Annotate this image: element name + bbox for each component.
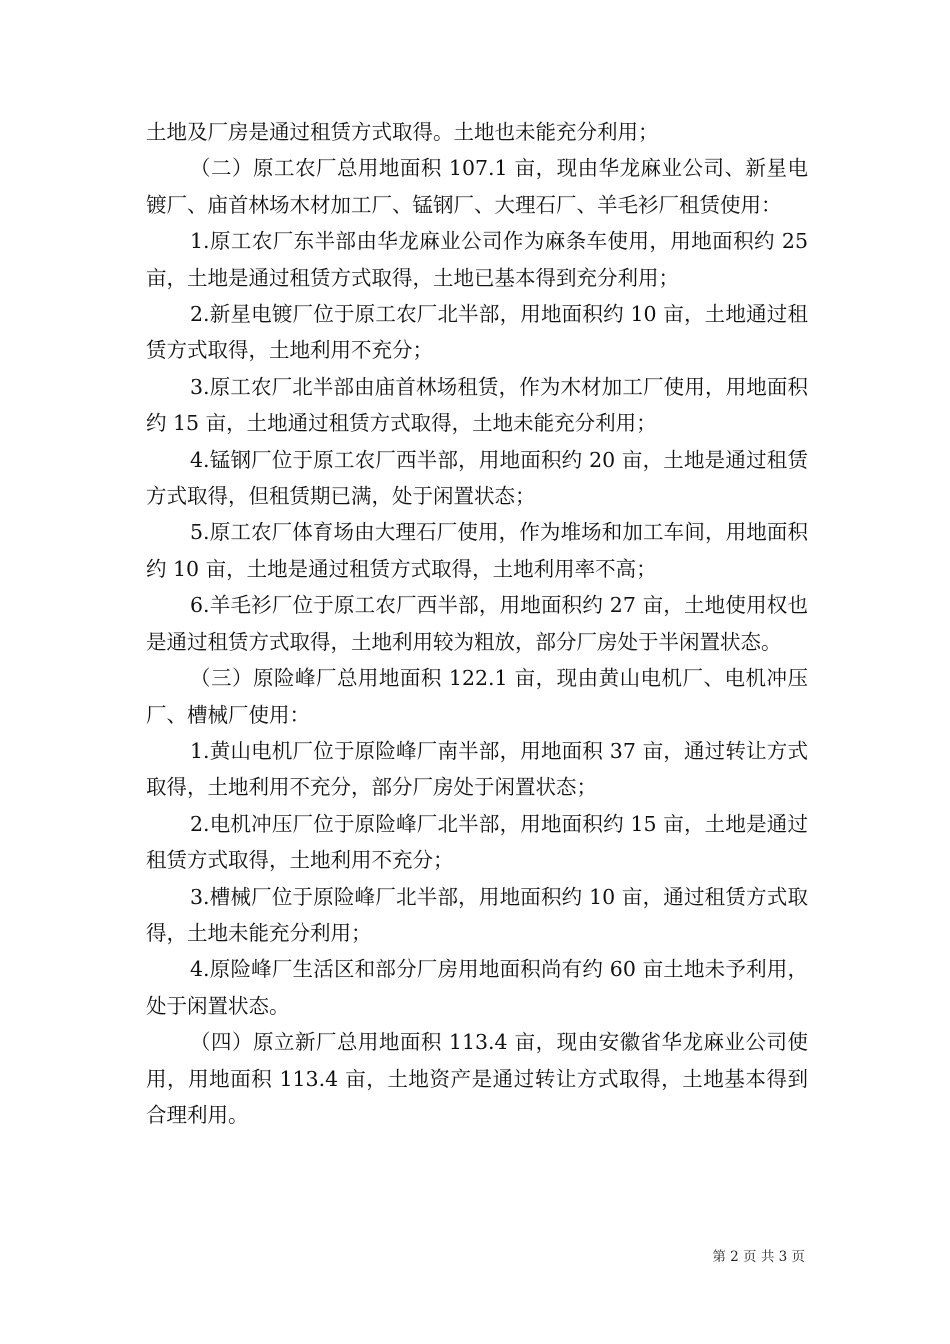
paragraph: 3.原工农厂北半部由庙首林场租赁，作为木材加工厂使用，用地面积约 15 亩，土地通过租赁方式取得，土地未能充分利用； bbox=[146, 374, 808, 436]
paragraph: 1.黄山电机厂位于原险峰厂南半部，用地面积 37 亩，通过转让方式取得，土地利用不充分，部分厂房处于闲置状态； bbox=[146, 738, 808, 800]
paragraph: 3.槽械厂位于原险峰厂北半部，用地面积约 10 亩，通过租赁方式取得，土地未能充分利用； bbox=[146, 884, 808, 945]
paragraph: 5.原工农厂体育场由大理石厂使用，作为堆场和加工车间，用地面积约 10 亩，土地是通过租赁方式取得，土地利用率不高； bbox=[146, 520, 808, 581]
paragraph: 2.电机冲压厂位于原险峰厂北半部，用地面积约 15 亩，土地是通过租赁方式取得，土地利用不充分； bbox=[146, 811, 808, 873]
page-number-footer: 第 2 页 共 3 页 bbox=[712, 1249, 805, 1265]
paragraph: （三）原险峰厂总用地面积 122.1 亩，现由黄山电机厂、电机冲压厂、槽械厂使用： bbox=[146, 666, 808, 727]
paragraph: 4.原险峰厂生活区和部分厂房用地面积尚有约 60 亩土地未予利用，处于闲置状态。 bbox=[146, 957, 808, 1018]
paragraph: （二）原工农厂总用地面积 107.1 亩，现由华龙麻业公司、新星电镀厂、庙首林场木材加工厂、锰钢厂、大理石厂、羊毛衫厂租赁使用： bbox=[146, 156, 808, 217]
document-body bbox=[146, 114, 808, 1133]
paragraph: 4.锰钢厂位于原工农厂西半部，用地面积约 20 亩，土地是通过租赁方式取得，但租赁期已满，处于闲置状态； bbox=[146, 447, 808, 509]
paragraph: 6.羊毛衫厂位于原工农厂西半部，用地面积约 27 亩，土地使用权也是通过租赁方式取得，土地利用较为粗放，部分厂房处于半闲置状态。 bbox=[146, 593, 808, 654]
paragraph: 2.新星电镀厂位于原工农厂北半部，用地面积约 10 亩，土地通过租赁方式取得，土地利用不充分； bbox=[146, 302, 808, 363]
paragraph: 1.原工农厂东半部由华龙麻业公司作为麻条车使用，用地面积约 25 亩，土地是通过租赁方式取得，土地已基本得到充分利用； bbox=[146, 229, 808, 290]
paragraph: 土地及厂房是通过租赁方式取得。土地也未能充分利用； bbox=[146, 120, 659, 144]
paragraph: （四）原立新厂总用地面积 113.4 亩，现由安徽省华龙麻业公司使用，用地面积 113.4 亩，土地资产是通过转让方式取得，土地基本得到合理利用。 bbox=[146, 1030, 808, 1127]
